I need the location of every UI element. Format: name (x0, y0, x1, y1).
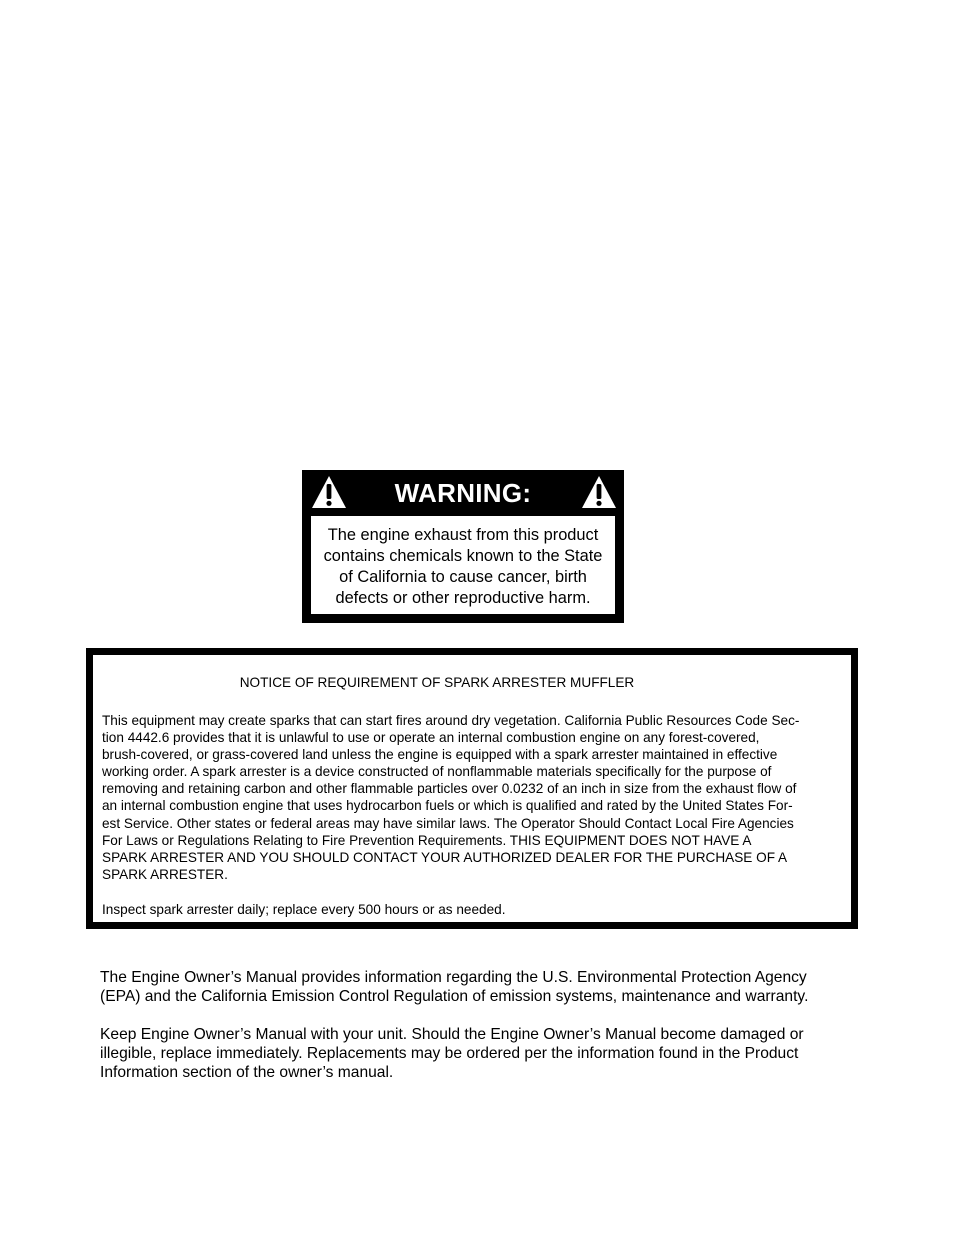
warning-header (302, 470, 624, 516)
notice-line: SPARK ARRESTER AND YOU SHOULD CONTACT YOUR AUTHORIZED DEALER FOR THE PURCHASE OF A (102, 849, 788, 865)
paragraph-line: Information section of the owner’s manual. (100, 1064, 394, 1082)
warning-line: defects or other reproductive harm. (335, 589, 591, 607)
notice-line: est Service. Other states or federal areas may have similar laws. The Operator Should Contact Local Fire Agencies (102, 815, 794, 831)
notice-line: brush-covered, or grass-covered land unless the engine is equipped with a spark arrester maintained in effective (102, 747, 778, 763)
warning-triangle-icon (581, 475, 617, 509)
notice-line: This equipment may create sparks that can start fires around dry vegetation. California Public Resources Code Sec- (102, 713, 800, 728)
paragraph-line: The Engine Owner’s Manual provides information regarding the U.S. Environmental Protection Agency (100, 969, 807, 986)
notice-line: removing and retaining carbon and other flammable particles over 0.0232 of an inch in size from the exhaust flow of (102, 781, 797, 797)
paragraph-line: (EPA) and the California Emission Control Regulation of emission systems, maintenance and warranty. (100, 988, 809, 1006)
notice-line: tion 4442.6 provides that it is unlawful to use or operate an internal combustion engine on any forest-covered, (102, 730, 760, 746)
warning-line: of California to cause cancer, birth (339, 568, 587, 586)
notice-line: working order. A spark arrester is a device constructed of nonflammable materials specifically for the purpose of (102, 764, 772, 780)
paragraph-line: Keep Engine Owner’s Manual with your unit. Should the Engine Owner’s Manual become damaged or (100, 1026, 804, 1043)
warning-title: WARNING: (394, 478, 532, 508)
warning-box (302, 470, 624, 623)
spark-arrester-notice-box (86, 648, 858, 929)
warning-line: The engine exhaust from this product (327, 526, 599, 544)
keep-manual-paragraph (100, 1025, 840, 1083)
epa-paragraph (100, 968, 840, 1006)
warning-line: contains chemicals known to the State (323, 547, 603, 565)
notice-body (102, 712, 848, 883)
notice-line: For Laws or Regulations Relating to Fire Prevention Requirements. THIS EQUIPMENT DOES NOT HAVE A (102, 832, 752, 848)
paragraph-line: illegible, replace immediately. Replacements may be ordered per the information found in the Product (100, 1045, 799, 1063)
notice-title: NOTICE OF REQUIREMENT OF SPARK ARRESTER MUFFLER (239, 675, 635, 690)
warning-message (311, 516, 615, 614)
notice-line: SPARK ARRESTER. (102, 866, 228, 882)
notice-line: an internal combustion engine that uses hydrocarbon fuels or which is qualified and rated by the United States For- (102, 798, 793, 814)
inspect-instruction: Inspect spark arrester daily; replace every 500 hours or as needed. (102, 902, 506, 917)
